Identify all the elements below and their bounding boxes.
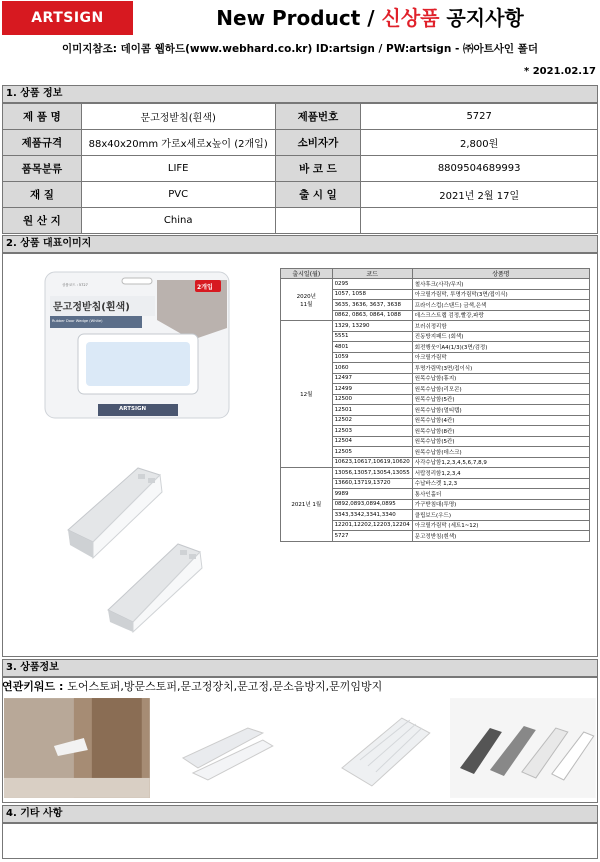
table-row — [281, 468, 590, 479]
package-brand: ARTSIGN — [119, 406, 147, 412]
origin: China — [81, 208, 275, 234]
barcode: 8809504689993 — [361, 156, 598, 182]
release-product: 원목수납함(휴지) — [412, 373, 589, 384]
release-product: 아크릴가림막 — [412, 352, 589, 363]
label: 원 산 지 — [3, 208, 82, 234]
release-history-table — [280, 268, 590, 542]
release-product: 수납바스켓 1,2,3 — [412, 478, 589, 489]
release-code: 12201,12202,12203,12204 — [332, 520, 412, 531]
wedge-pair-photo — [153, 698, 299, 798]
release-code: 1057, 1058 — [332, 289, 412, 300]
release-product: 아크릴가림막, 투명가림막(3면/접이식) — [412, 289, 589, 300]
release-date: 2021년 2월 17일 — [361, 182, 598, 208]
release-code: 12497 — [332, 373, 412, 384]
label: 재 질 — [3, 182, 82, 208]
release-product: 원목수납함(5칸) — [412, 394, 589, 405]
product-spec: 88x40x20mm 가로x세로x높이 (2개입) — [81, 130, 275, 156]
color-variants-photo — [450, 698, 596, 798]
release-code: 13056,13057,13054,13055 — [332, 468, 412, 479]
label: 출 시 일 — [275, 182, 361, 208]
column-header: 상품명 — [412, 269, 589, 279]
package-english-name: Rubber Door Wedge (White) — [52, 319, 103, 323]
release-code: 1329, 13290 — [332, 321, 412, 332]
release-month: 12월 — [281, 321, 333, 468]
release-code: 12502 — [332, 415, 412, 426]
label: 제 품 명 — [3, 104, 82, 130]
release-product: 진동방지패드 (회색) — [412, 331, 589, 342]
release-product: 회전행웃이A4(1/3)(3면/검정) — [412, 342, 589, 353]
door-photo — [4, 698, 150, 798]
release-code: 12503 — [332, 426, 412, 437]
related-keywords: 연관키워드 : 도어스토퍼,방문스토퍼,문고정장치,문고정,문소음방지,문끼임방지 — [2, 680, 383, 693]
release-code: 4801 — [332, 342, 412, 353]
package-image — [42, 270, 232, 420]
release-code: 12500 — [332, 394, 412, 405]
release-month: 2020년 11월 — [281, 279, 333, 321]
release-product: 프라이스컵(스탠드) 금색,은색 — [412, 300, 589, 311]
release-code: 3635, 3636, 3637, 3638 — [332, 300, 412, 311]
section-main-image: 2. 상품 대표이미지 — [2, 235, 598, 253]
section-other-notes: 4. 기타 사항 — [2, 805, 598, 823]
release-code: 0892,0893,0894,0895 — [332, 499, 412, 510]
label: 제품규격 — [3, 130, 82, 156]
release-product: 가구받침대(투명) — [412, 499, 589, 510]
release-month: 2021년 1월 — [281, 468, 333, 542]
package-product-name: 문고정받침(흰색) — [53, 302, 130, 313]
release-code: 9989 — [332, 489, 412, 500]
release-product: 클립보드(우드) — [412, 510, 589, 521]
release-product: 서랍정리함1,2,3,4 — [412, 468, 589, 479]
table-row — [281, 321, 590, 332]
section-product-details: 3. 상품정보 — [2, 659, 598, 677]
release-code: 5551 — [332, 331, 412, 342]
product-name: 문고정받침(흰색) — [81, 104, 275, 130]
release-code: 1059 — [332, 352, 412, 363]
release-code: 1060 — [332, 363, 412, 374]
table-row — [281, 279, 590, 290]
retail-price: 2,800원 — [361, 130, 598, 156]
material: PVC — [81, 182, 275, 208]
keywords-list: 도어스토퍼,방문스토퍼,문고정장치,문고정,문소음방지,문끼임방지 — [67, 680, 383, 693]
release-code: 12504 — [332, 436, 412, 447]
release-product: 아크릴가림막 (세트1~12) — [412, 520, 589, 531]
release-code: 0862, 0863, 0864, 1088 — [332, 310, 412, 321]
release-code: 5727 — [332, 531, 412, 542]
release-code: 10623,10617,10619,10620 — [332, 457, 412, 468]
release-product: 사각수납함1,2,3,4,5,6,7,8,9 — [412, 457, 589, 468]
category: LIFE — [81, 156, 275, 182]
release-product: 브러쉬정리함 — [412, 321, 589, 332]
release-product: 원목수납함(5칸) — [412, 436, 589, 447]
image-reference-note: 이미지참조: 데이콤 웹하드(www.webhard.co.kr) ID:artsign / PW:artsign - ㈜아트사인 폴더 — [62, 43, 538, 55]
release-product: 원목수납함(리모콘) — [412, 384, 589, 395]
release-product: 원목수납함(8칸) — [412, 426, 589, 437]
release-product: 원목수납함(4칸) — [412, 415, 589, 426]
label: 바 코 드 — [275, 156, 361, 182]
detail-photos — [4, 698, 596, 798]
release-code: 13660,13719,13720 — [332, 478, 412, 489]
release-product: 원목수납함(멀티탭) — [412, 405, 589, 416]
release-code: 0295 — [332, 279, 412, 290]
release-code: 12505 — [332, 447, 412, 458]
release-product: 철사후크(사각/무지) — [412, 279, 589, 290]
release-product: 원목수납함(데스크) — [412, 447, 589, 458]
release-product: 투명가림막(3면/접이식) — [412, 363, 589, 374]
release-code: 12501 — [332, 405, 412, 416]
column-header: 코드 — [332, 269, 412, 279]
package-badge: 2개입 — [197, 284, 213, 291]
column-header: 출시일(월) — [281, 269, 333, 279]
artsign-logo: ARTSIGN — [2, 1, 133, 35]
product-number: 5727 — [361, 104, 598, 130]
label: 소비자가 — [275, 130, 361, 156]
label: 제품번호 — [275, 104, 361, 130]
page-title: New Product / 신상품 공지사항 — [216, 6, 524, 30]
package-code: 상품코드 : 5727 — [62, 283, 88, 287]
release-product: 통사인홀더 — [412, 489, 589, 500]
product-info-table — [2, 103, 598, 234]
release-code: 3343,3342,3341,3340 — [332, 510, 412, 521]
notice-date: * 2021.02.17 — [524, 66, 596, 77]
release-product: 문고정받침(흰색) — [412, 531, 589, 542]
door-wedge-image — [38, 460, 238, 635]
release-code: 12499 — [332, 384, 412, 395]
label: 품목분류 — [3, 156, 82, 182]
wedge-closeup-photo — [302, 698, 448, 798]
release-product: 데스크스트랩 검정,빨강,파랑 — [412, 310, 589, 321]
other-notes-area — [2, 823, 598, 859]
section-product-info: 1. 상품 정보 — [2, 85, 598, 103]
